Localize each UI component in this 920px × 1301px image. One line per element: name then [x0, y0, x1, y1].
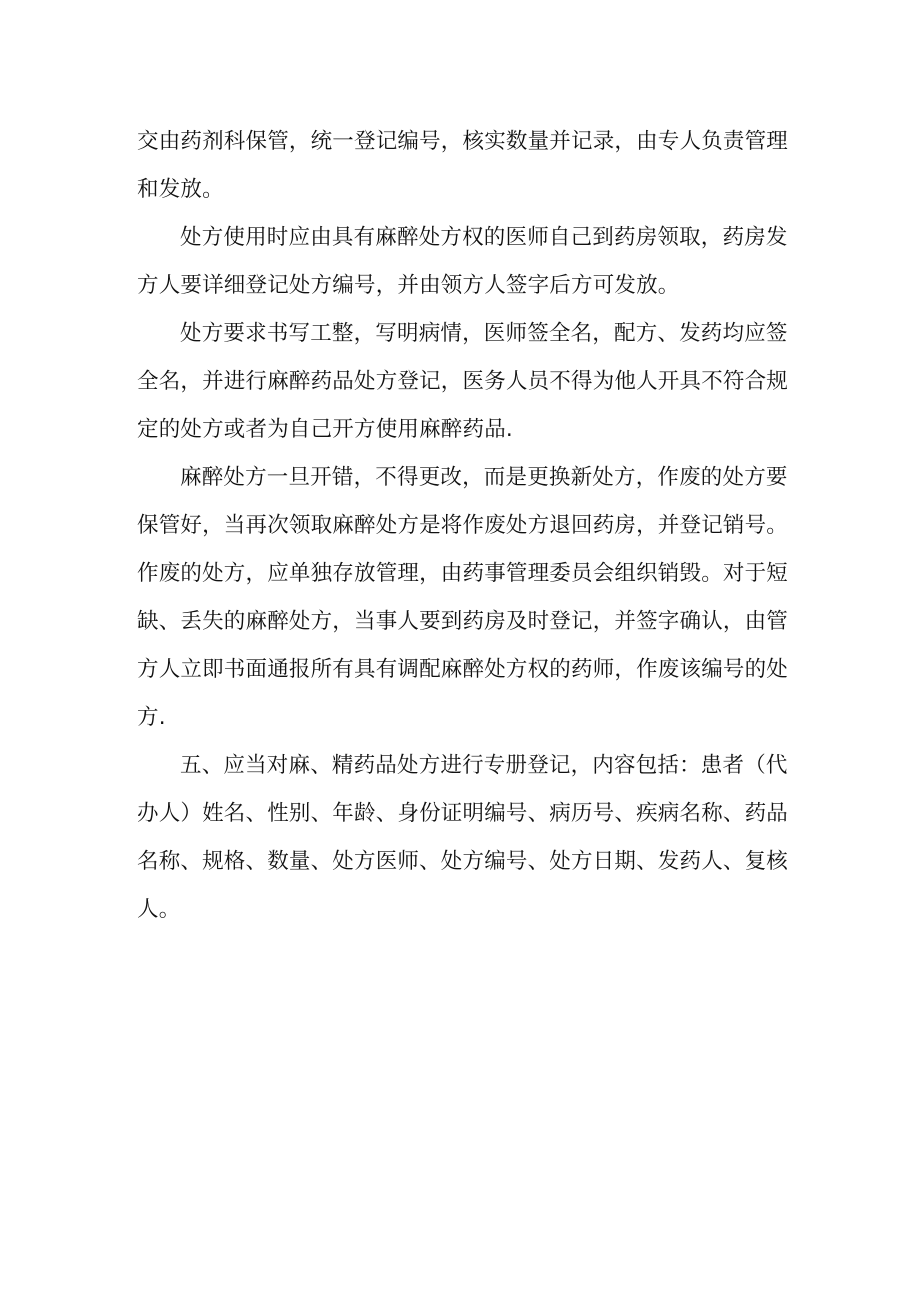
paragraph-4 [137, 454, 787, 742]
paragraph-line: 作废的处方，应单独存放管理，由药事管理委员会组织销毁。对于短 [137, 561, 789, 586]
paragraph-2 [137, 214, 787, 310]
paragraph-line: 全名，并进行麻醉药品处方登记，医务人员不得为他人开具不符合规 [137, 369, 789, 394]
paragraph-line: 名称、规格、数量、处方医师、处方编号、处方日期、发药人、复核 [137, 849, 789, 874]
paragraph-line: 处方要求书写工整，写明病情，医师签全名，配方、发药均应签 [180, 321, 788, 346]
paragraph-line: 麻醉处方一旦开错，不得更改，而是更换新处方，作废的处方要 [180, 465, 788, 490]
paragraph-line: 和发放。 [137, 177, 224, 202]
paragraph-line: 五、应当对麻、精药品处方进行专册登记，内容包括：患者（代 [180, 753, 788, 778]
paragraph-line: 办人）姓名、性别、年龄、身份证明编号、病历号、疾病名称、药品 [137, 801, 789, 826]
paragraph-1 [137, 118, 787, 214]
paragraph-line: 保管好，当再次领取麻醉处方是将作废处方退回药房，并登记销号。 [137, 513, 789, 538]
paragraph-line: 处方使用时应由具有麻醉处方权的医师自己到药房领取，药房发 [180, 225, 788, 250]
document-body [137, 118, 787, 934]
paragraph-line: 方人立即书面通报所有具有调配麻醉处方权的药师，作废该编号的处 [137, 657, 789, 682]
paragraph-line: 交由药剂科保管，统一登记编号，核实数量并记录，由专人负责管理 [137, 129, 789, 154]
paragraph-line: 定的处方或者为自己开方使用麻醉药品. [137, 417, 513, 442]
paragraph-line: 方. [137, 705, 166, 730]
paragraph-line: 方人要详细登记处方编号，并由领方人签字后方可发放。 [137, 273, 680, 298]
paragraph-line: 人。 [137, 897, 181, 922]
paragraph-3 [137, 310, 787, 454]
paragraph-line: 缺、丢失的麻醉处方，当事人要到药房及时登记，并签字确认，由管 [137, 609, 789, 634]
paragraph-5 [137, 742, 787, 934]
